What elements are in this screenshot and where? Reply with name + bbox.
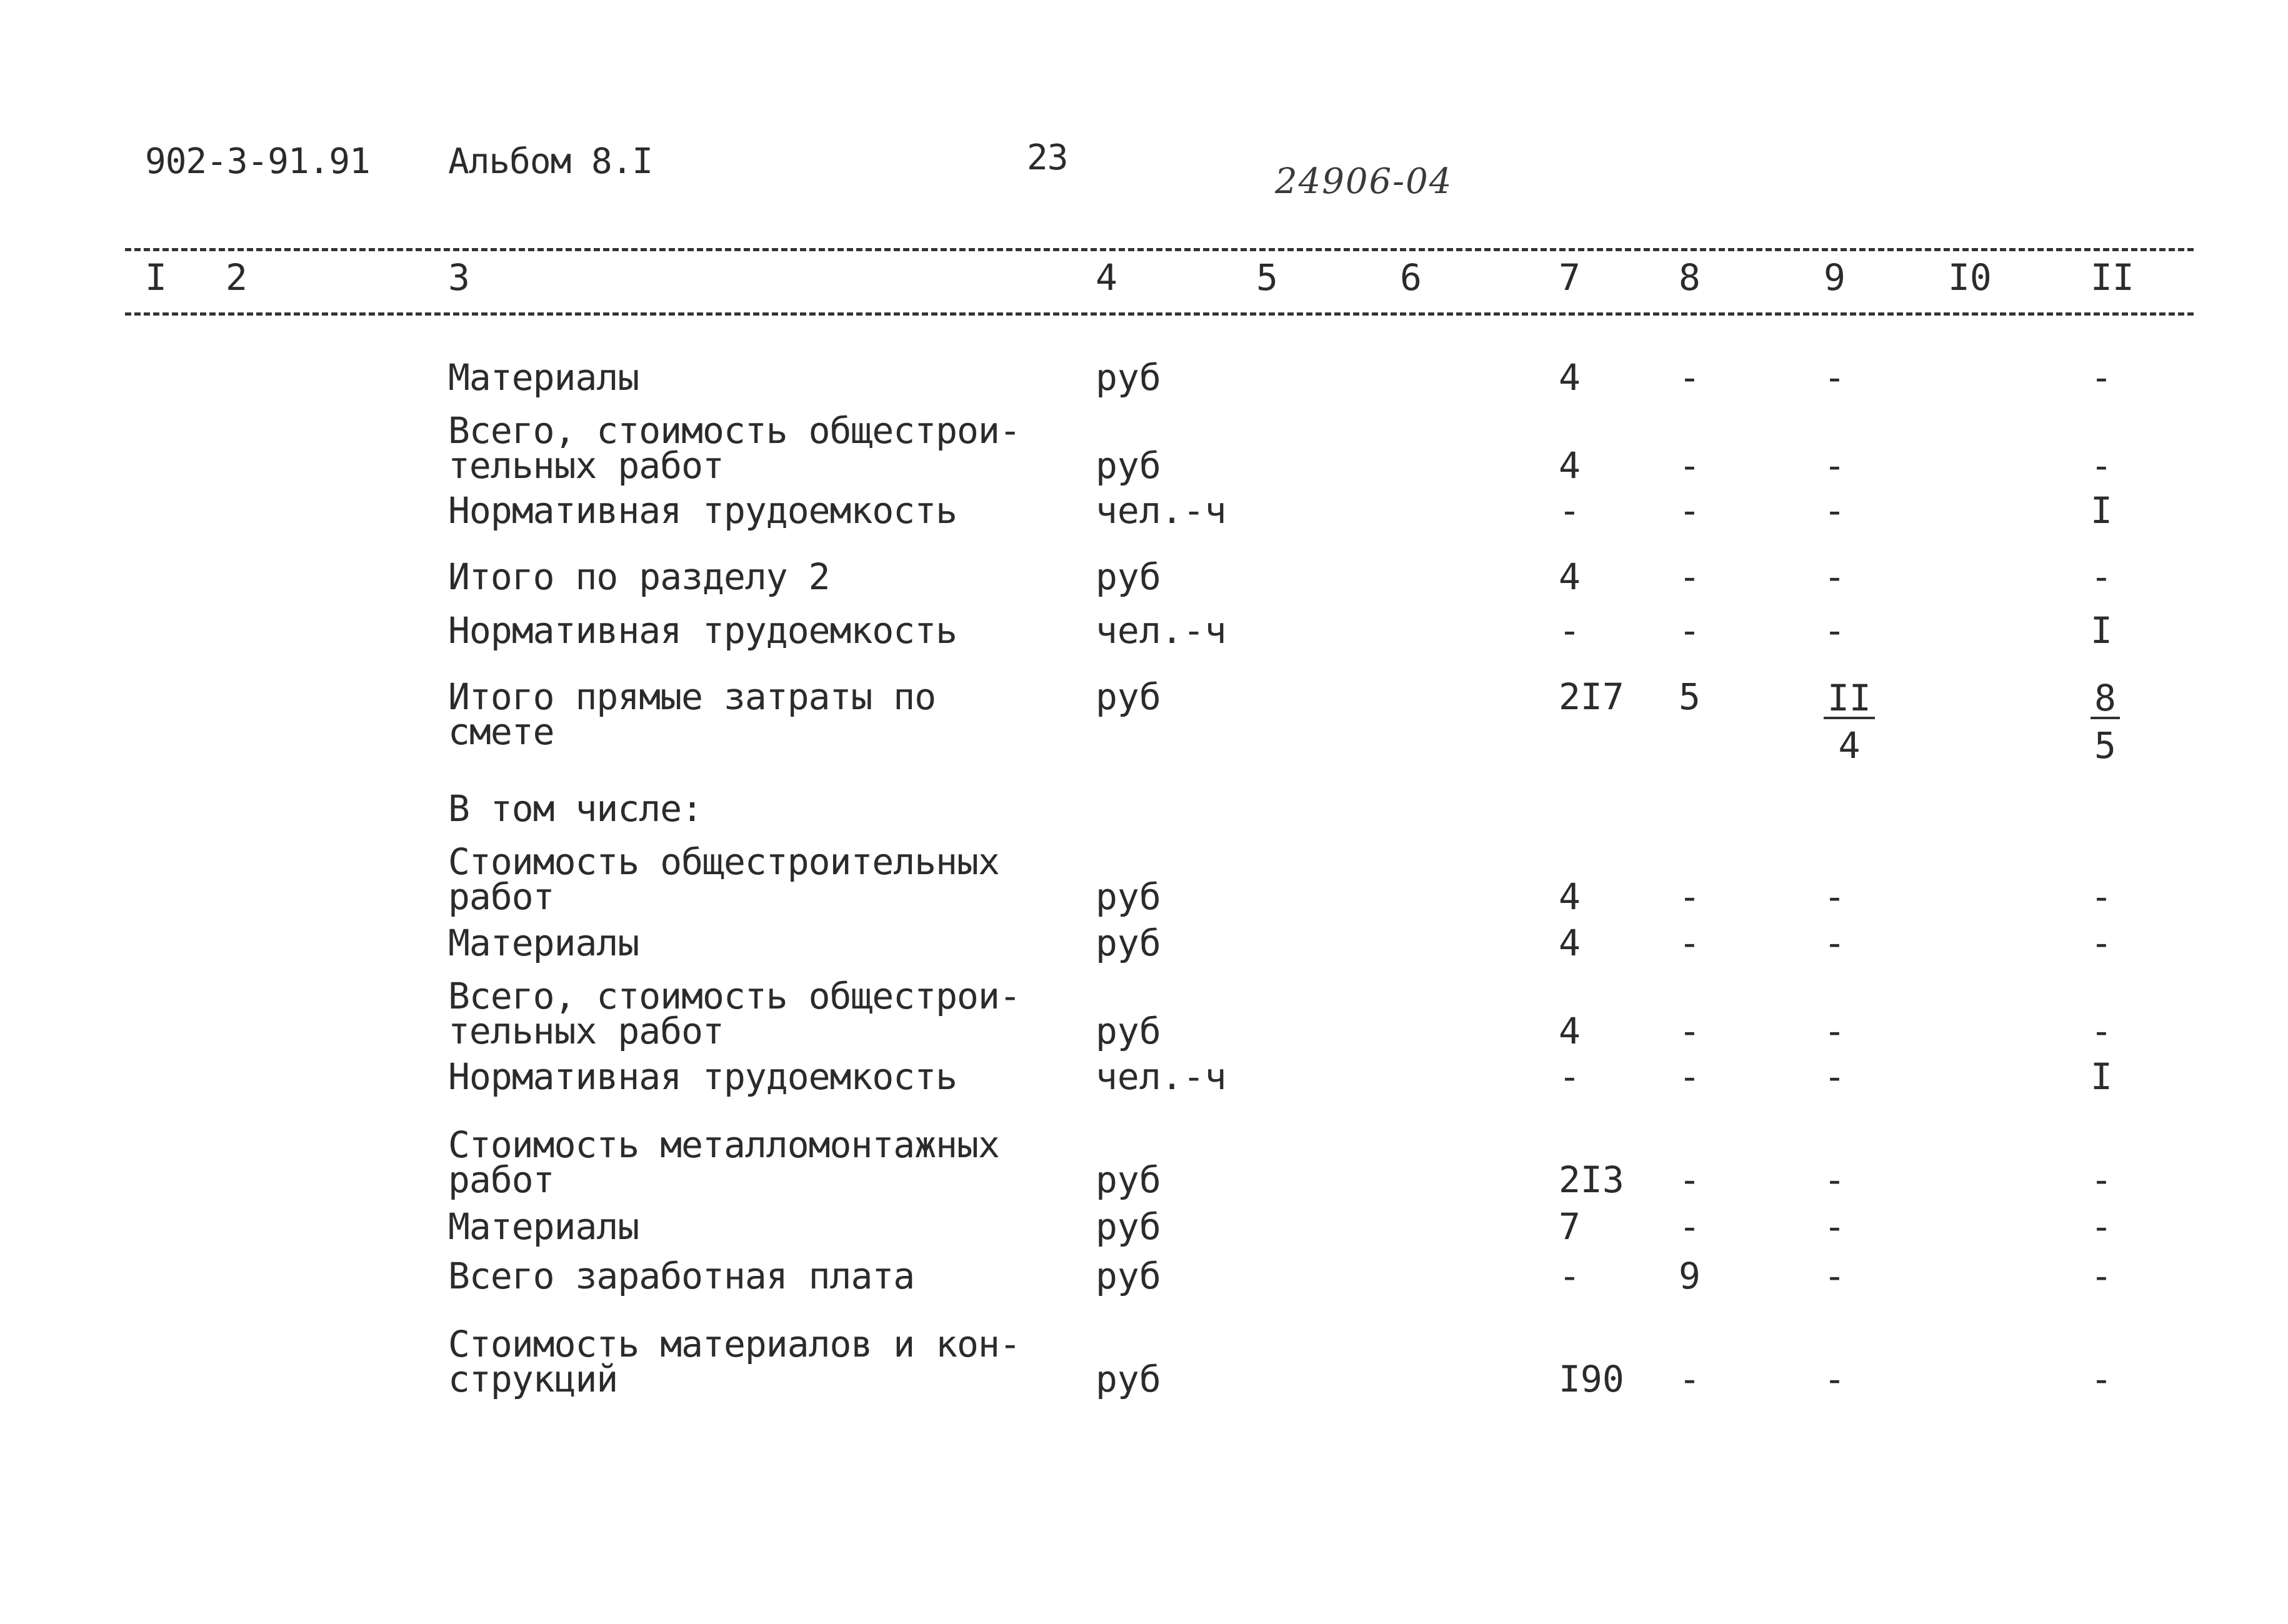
fraction (1824, 679, 1875, 772)
column-number: 2 (226, 256, 247, 299)
column-number: I0 (1948, 256, 1992, 299)
handwritten-code: 24906-04 (1275, 161, 1453, 202)
value-cell-col9: - (1824, 356, 1846, 399)
value-cell-col7: - (1559, 489, 1581, 532)
header-bottom-rule (125, 312, 2194, 316)
description-line: Стоимость материалов и кон- (448, 1323, 1021, 1365)
value-cell-col7: 4 (1559, 555, 1581, 598)
value-cell-col9: - (1824, 1158, 1846, 1201)
column-number: I (145, 256, 167, 299)
fraction-cell-col9 (1824, 679, 1875, 772)
item-description (448, 922, 1073, 964)
description-line: Нормативная трудоемкость (448, 609, 957, 652)
item-description (448, 609, 1073, 652)
value-cell-col9: - (1824, 555, 1846, 598)
value-cell-col8: - (1679, 1010, 1701, 1052)
value-cell-col7: 2I3 (1559, 1158, 1624, 1201)
value-cell-col11: - (2091, 1205, 2112, 1248)
document-code: 902-3-91.91 (145, 141, 370, 182)
value-cell-col11: - (2091, 444, 2112, 487)
value-cell-col11: - (2091, 356, 2112, 399)
value-cell-col8: - (1679, 1205, 1701, 1248)
column-number: II (2091, 256, 2134, 299)
description-line: Материалы (448, 356, 639, 399)
value-cell-col9: - (1824, 1055, 1846, 1098)
value-cell-col8: - (1679, 1158, 1701, 1201)
unit-cell: чел.-ч (1096, 609, 1227, 652)
item-description (448, 840, 1073, 918)
value-cell-col8: - (1679, 875, 1701, 918)
description-line: Стоимость металломонтажных (448, 1123, 999, 1166)
fraction-cell-col11 (2091, 679, 2120, 772)
value-cell-col11: - (2091, 875, 2112, 918)
unit-cell: руб (1096, 444, 1161, 487)
description-line: Всего, стоимость общестрои- (448, 975, 1021, 1017)
value-cell-col11: - (2091, 1358, 2112, 1400)
unit-cell: руб (1096, 922, 1161, 964)
value-cell-col9: - (1824, 1358, 1846, 1400)
value-cell-col8: - (1679, 1055, 1701, 1098)
unit-cell: руб (1096, 555, 1161, 598)
page-number: 23 (1027, 137, 1068, 178)
value-cell-col7: 4 (1559, 356, 1581, 399)
item-description (448, 356, 1073, 399)
fraction-numerator: 8 (2091, 679, 2120, 719)
description-line: Стоимость общестроительных (448, 840, 999, 883)
value-cell-col8: 9 (1679, 1255, 1701, 1297)
item-description (448, 489, 1073, 532)
description-line: Итого прямые затраты по (448, 675, 936, 718)
value-cell-col11: - (2091, 922, 2112, 964)
value-cell-col7: 4 (1559, 1010, 1581, 1052)
value-cell-col8: - (1679, 922, 1701, 964)
unit-cell: чел.-ч (1096, 1055, 1227, 1098)
description-line: работ (448, 1158, 554, 1201)
column-number: 4 (1096, 256, 1117, 299)
description-line: смете (448, 710, 554, 753)
item-description (448, 409, 1073, 487)
value-cell-col8: - (1679, 555, 1701, 598)
fraction-denominator: 4 (1838, 724, 1861, 767)
column-number: 9 (1824, 256, 1846, 299)
unit-cell: руб (1096, 356, 1161, 399)
top-rule (125, 248, 2194, 251)
description-line: Итого по разделу 2 (448, 555, 830, 598)
description-line: Материалы (448, 1205, 639, 1248)
unit-cell: руб (1096, 1255, 1161, 1297)
value-cell-col9: - (1824, 489, 1846, 532)
value-cell-col7: 7 (1559, 1205, 1581, 1248)
description-line: тельных работ (448, 444, 724, 487)
value-cell-col11: I (2091, 489, 2112, 532)
value-cell-col8: - (1679, 1358, 1701, 1400)
item-description (448, 787, 1073, 830)
album-label: Альбом 8.I (448, 141, 653, 182)
column-number: 7 (1559, 256, 1581, 299)
description-line: Всего заработная плата (448, 1255, 915, 1297)
item-description (448, 1323, 1073, 1400)
value-cell-col9: - (1824, 1205, 1846, 1248)
description-line: В том числе: (448, 787, 703, 830)
column-number: 5 (1256, 256, 1278, 299)
value-cell-col11: - (2091, 1010, 2112, 1052)
value-cell-col9: - (1824, 1010, 1846, 1052)
description-line: струкций (448, 1358, 618, 1400)
unit-cell: чел.-ч (1096, 489, 1227, 532)
unit-cell: руб (1096, 1158, 1161, 1201)
value-cell-col7: I90 (1559, 1358, 1624, 1400)
description-line: работ (448, 875, 554, 918)
item-description (448, 1205, 1073, 1248)
description-line: Нормативная трудоемкость (448, 489, 957, 532)
column-number: 8 (1679, 256, 1701, 299)
value-cell-col9: - (1824, 875, 1846, 918)
value-cell-col7: 4 (1559, 922, 1581, 964)
value-cell-col9: - (1824, 1255, 1846, 1297)
item-description (448, 675, 1073, 753)
value-cell-col8: - (1679, 356, 1701, 399)
value-cell-col9: - (1824, 609, 1846, 652)
value-cell-col7: - (1559, 1255, 1581, 1297)
unit-cell: руб (1096, 1358, 1161, 1400)
item-description (448, 1123, 1073, 1201)
value-cell-col11: - (2091, 555, 2112, 598)
value-cell-col7: - (1559, 1055, 1581, 1098)
value-cell-col7: 4 (1559, 444, 1581, 487)
value-cell-col8: - (1679, 444, 1701, 487)
value-cell-col8: - (1679, 609, 1701, 652)
value-cell-col9: - (1824, 444, 1846, 487)
item-description (448, 555, 1073, 598)
item-description (448, 1255, 1073, 1297)
value-cell-col8: 5 (1679, 675, 1701, 718)
column-number: 6 (1400, 256, 1422, 299)
unit-cell: руб (1096, 875, 1161, 918)
fraction-denominator: 5 (2094, 724, 2116, 767)
fraction (2091, 679, 2120, 772)
value-cell-col7: - (1559, 609, 1581, 652)
item-description (448, 975, 1073, 1052)
unit-cell: руб (1096, 1010, 1161, 1052)
fraction-numerator: II (1824, 679, 1875, 719)
item-description (448, 1055, 1073, 1098)
column-number: 3 (448, 256, 470, 299)
unit-cell: руб (1096, 675, 1161, 718)
value-cell-col8: - (1679, 489, 1701, 532)
value-cell-col11: I (2091, 609, 2112, 652)
value-cell-col11: I (2091, 1055, 2112, 1098)
value-cell-col11: - (2091, 1255, 2112, 1297)
value-cell-col7: 4 (1559, 875, 1581, 918)
description-line: Всего, стоимость общестрои- (448, 409, 1021, 452)
value-cell-col9: - (1824, 922, 1846, 964)
description-line: Материалы (448, 922, 639, 964)
value-cell-col7: 2I7 (1559, 675, 1624, 718)
description-line: Нормативная трудоемкость (448, 1055, 957, 1098)
value-cell-col11: - (2091, 1158, 2112, 1201)
unit-cell: руб (1096, 1205, 1161, 1248)
description-line: тельных работ (448, 1010, 724, 1052)
